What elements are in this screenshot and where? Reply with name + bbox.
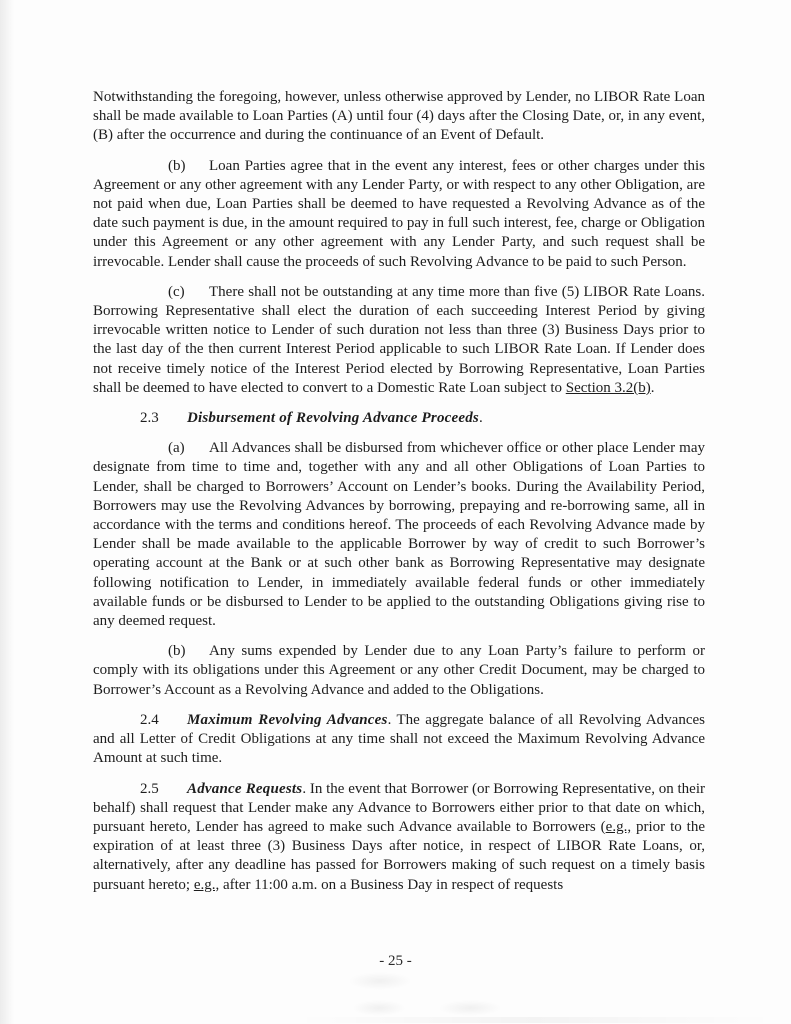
text-run: Notwithstanding the foregoing, however, unless otherwise approved by Lender, no LIBOR Rate Loan shall be made available to Loan Parties (A) until four (4) days after the Closing Date, or, in any event, (B) after the occurrence and during the continuance of an Event of Default. <box>93 89 705 144</box>
paragraph <box>93 642 705 700</box>
text-run: Maximum Revolving Advances <box>187 711 388 728</box>
paragraph-label: (c) <box>168 283 185 300</box>
page-number: - 25 - <box>379 953 412 969</box>
text-run: prior to the expiration of at least three (3) Business Days after notice, in respect of LIBOR Rate Loans, or, alternatively, after any deadline has passed for Borrowers making of such request on a timely basis pursuant hereto; <box>93 818 706 893</box>
text-run: Disbursement of Revolving Advance Proceeds <box>187 410 479 427</box>
text-run: . <box>650 379 655 396</box>
paragraph-label: 2.5 <box>140 780 159 797</box>
text-run: There shall not be outstanding at any time more than five (5) LIBOR Rate Loans. Borrowing Representative shall elect the duration of each succeeding Interest Period by giving irrevocable written notice to Lender of such duration not less than three (3) Business Days prior to the last day of the then current Interest Period applicable to such LIBOR Rate Loan. If Lender does not receive timely notice of the Interest Period elected by Borrowing Representative, Loan Parties shall be deemed to have elected to convert to a Domestic Rate Loan subject to <box>93 283 705 396</box>
paragraph-label: 2.4 <box>140 711 159 728</box>
paragraph <box>93 157 705 272</box>
text-run: Loan Parties agree that in the event any interest, fees or other charges under this Agreement or any other agreement with any Lender Party, or with respect to any other Obligation, are not paid when due, Loan Parties shall be deemed to have requested a Revolving Advance as of the date such payment is due, in the amount required to pay in full such interest, fee, charge or Obligation under this Agreement or any other agreement with any Lender Party, and such request shall be irrevocable. Lender shall cause the proceeds of such Revolving Advance to be paid to such Person. <box>93 157 705 270</box>
paragraph <box>93 780 705 895</box>
text-run: e.g., <box>193 876 220 893</box>
paragraph <box>93 439 705 631</box>
text-run: . In the event that Borrower (or Borrowing Representative, on their behalf) shall request that Lender make any Advance to Borrowers either prior to that date on which, pursuant hereto, Lender has agreed to make such Advance available to Borrowers ( <box>93 780 705 835</box>
scan-smudge <box>348 972 412 990</box>
text-run: Any sums expended by Lender due to any Loan Party’s failure to perform or comply with its obligations under this Agreement or any other Credit Document, may be charged to Borrower’s Account as a Revolving Advance and added to the Obligations. <box>93 643 705 698</box>
paragraph <box>93 88 705 146</box>
text-run: e.g., <box>605 818 632 835</box>
scan-smudge <box>438 1000 502 1016</box>
scan-edge-shadow <box>0 0 14 1024</box>
scan-smudge <box>352 1000 406 1016</box>
paragraph-label: (a) <box>168 440 185 457</box>
text-run: . The aggregate balance of all Revolving Advances and all Letter of Credit Obligations at any time shall not exceed the Maximum Revolving Advance Amount at such time. <box>93 711 705 767</box>
text-run: after 11:00 a.m. on a Business Day in respect of requests <box>219 876 564 893</box>
paragraph <box>93 409 705 428</box>
document-body <box>93 88 705 906</box>
text-run: . <box>478 410 483 427</box>
paragraph-label: (b) <box>168 643 186 660</box>
text-run: All Advances shall be disbursed from whichever office or other place Lender may designate from time to time and, together with any and all other Obligations of Loan Parties to Lender, shall be charged to Borrowers’ Account on Lender’s books. During the Availability Period, Borrowers may use the Revolving Advances by borrowing, prepaying and re-borrowing same, all in accordance with the terms and conditions hereof. The proceeds of each Revolving Advance made by Lender shall be made available to the applicable Borrower by way of credit to such Borrower’s operating account at the Bank or at such other bank as Borrowing Representative may designate following notification to Lender, in immediately available federal funds or other immediately available funds or be disbursed to Lender to be applied to the outstanding Obligations giving rise to any deemed request. <box>93 440 705 630</box>
text-run: Advance Requests <box>187 780 303 797</box>
paragraph <box>93 283 705 398</box>
scan-smudge <box>295 1017 775 1023</box>
paragraph <box>93 711 705 769</box>
text-run: Section 3.2(b) <box>565 379 651 396</box>
paragraph-label: 2.3 <box>140 410 159 427</box>
paragraph-label: (b) <box>168 157 186 174</box>
